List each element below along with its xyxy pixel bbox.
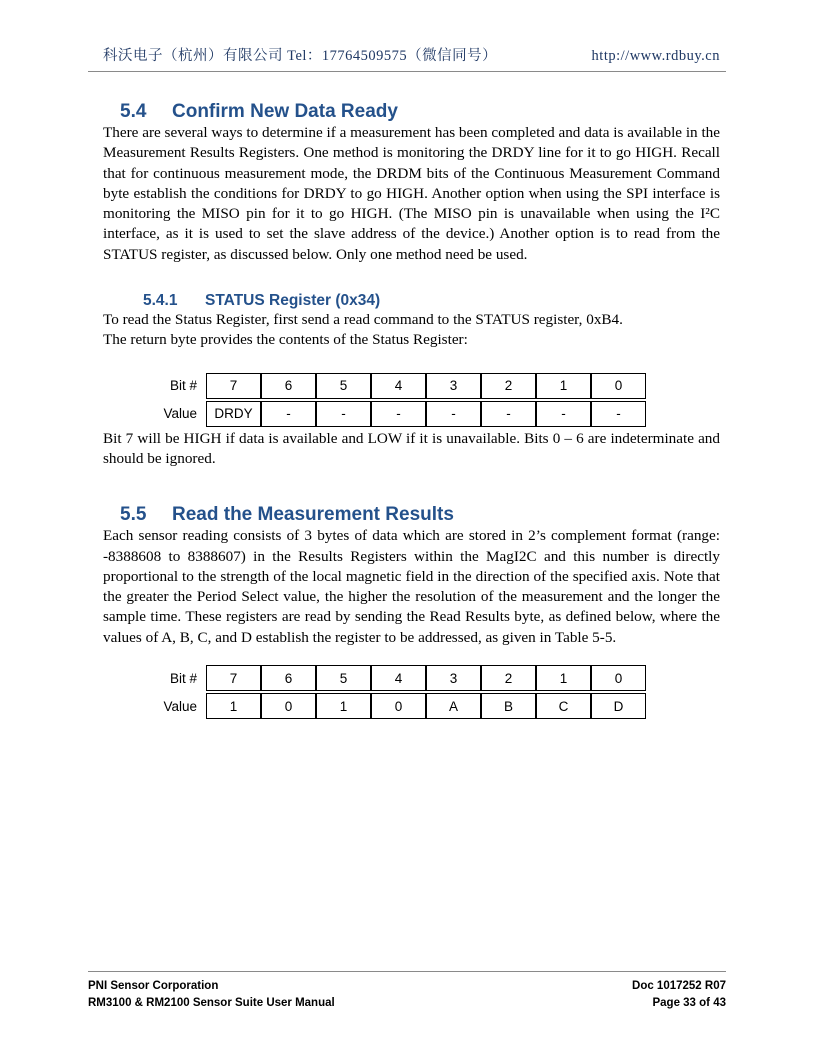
table-cell: 2 bbox=[481, 665, 536, 691]
table-cell: - bbox=[316, 401, 371, 427]
section-5-5-paragraph: Each sensor reading consists of 3 bytes of data which are stored in 2’s complement format (range: -8388608 to 8388607) in the Results Registers within the MagI2C and this number is directly proportional to the strength of the local magnetic field in the direction of the specified axis. Note that the greater the Period Select value, the higher the resolution of the measurement and the longer the sample time. These registers are read by sending the Read Results byte, as defined below, where the values of A, B, C, and D establish the register to be addressed, as given in Table 5-5. bbox=[103, 527, 720, 646]
section-5-4-1-title: STATUS Register (0x34) bbox=[205, 292, 381, 310]
header-company-text: 科沃电子（杭州）有限公司 Tel：17764509575（微信同号） bbox=[103, 48, 498, 64]
page-header bbox=[0, 0, 816, 71]
status-read-command-paragraph: To read the Status Register, first send a read command to the STATUS register, 0xB4. bbox=[103, 311, 623, 329]
table-cell: - bbox=[536, 401, 591, 427]
status-return-byte-paragraph: The return byte provides the contents of the Status Register: bbox=[103, 331, 468, 349]
footer-manual-title: RM3100 & RM2100 Sensor Suite User Manual bbox=[88, 997, 335, 1009]
section-5-4-number: 5.4 bbox=[120, 101, 147, 122]
table-row bbox=[103, 693, 646, 719]
table-cell: 1 bbox=[536, 373, 591, 399]
table-cell: - bbox=[426, 401, 481, 427]
bit-number-row-label: Bit # bbox=[169, 378, 197, 394]
table-cell: 4 bbox=[371, 373, 426, 399]
section-5-4-title: Confirm New Data Ready bbox=[172, 101, 398, 122]
table-cell: 1 bbox=[536, 665, 591, 691]
footer-right bbox=[632, 978, 726, 1012]
page-footer bbox=[88, 971, 726, 1012]
table-cell: 0 bbox=[261, 693, 316, 719]
section-5-4-1-heading bbox=[103, 291, 720, 310]
table-cell: 5 bbox=[316, 373, 371, 399]
table-cell: 4 bbox=[371, 665, 426, 691]
table-cell: - bbox=[371, 401, 426, 427]
footer-company: PNI Sensor Corporation bbox=[88, 980, 219, 992]
table-cell: - bbox=[261, 401, 316, 427]
table-cell: 0 bbox=[371, 693, 426, 719]
table-cell: 0 bbox=[591, 373, 646, 399]
footer-page-number: Page 33 of 43 bbox=[652, 997, 726, 1009]
table-cell: 3 bbox=[426, 373, 481, 399]
status-register-bit-table bbox=[103, 371, 646, 429]
footer-left bbox=[88, 978, 335, 1012]
section-5-4-heading bbox=[103, 100, 720, 123]
section-5-4-paragraph: There are several ways to determine if a measurement has been completed and data is available in the Measurement Results Registers. One method is monitoring the DRDY line for it to go HIGH. Recall that for continuous measurement mode, the DRDM bits of the Continuous Measurement Command byte establish the conditions for DRDY to go HIGH. Another option when using the SPI interface is monitoring the MISO pin for it to go HIGH. (The MISO pin is unavailable when using the I²C interface, as it is used to set the slave address of the device.) Another option is to read from the STATUS register, as discussed below. Only one method need be used. bbox=[103, 124, 720, 263]
table-cell: A bbox=[426, 693, 481, 719]
table-cell: B bbox=[481, 693, 536, 719]
section-5-5-heading bbox=[103, 503, 720, 526]
header-url: http://www.rdbuy.cn bbox=[591, 48, 720, 64]
table-row bbox=[103, 373, 646, 399]
table-cell: 2 bbox=[481, 373, 536, 399]
table-cell: 5 bbox=[316, 665, 371, 691]
footer-doc-number: Doc 1017252 R07 bbox=[632, 980, 726, 992]
table-cell: 6 bbox=[261, 373, 316, 399]
table-cell: - bbox=[591, 401, 646, 427]
table-cell: - bbox=[481, 401, 536, 427]
section-5-5-title: Read the Measurement Results bbox=[172, 504, 454, 526]
table-cell: C bbox=[536, 693, 591, 719]
value-row-label: Value bbox=[163, 406, 197, 422]
table-cell: 1 bbox=[316, 693, 371, 719]
table-cell: 3 bbox=[426, 665, 481, 691]
table-row bbox=[103, 665, 646, 691]
table-cell: D bbox=[591, 693, 646, 719]
table-cell: 7 bbox=[206, 373, 261, 399]
table-cell: 7 bbox=[206, 665, 261, 691]
table-cell: 1 bbox=[206, 693, 261, 719]
read-results-bit-table bbox=[103, 663, 646, 721]
header-divider bbox=[88, 71, 726, 72]
table-cell: DRDY bbox=[206, 401, 261, 427]
table-row bbox=[103, 401, 646, 427]
value-row-label: Value bbox=[163, 698, 197, 714]
section-5-4-1-number: 5.4.1 bbox=[143, 292, 178, 310]
table-cell: 6 bbox=[261, 665, 316, 691]
bit7-note-paragraph: Bit 7 will be HIGH if data is available and LOW if it is unavailable. Bits 0 – 6 are indeterminate and should be ignored. bbox=[103, 429, 720, 467]
section-5-5-number: 5.5 bbox=[120, 504, 147, 526]
page-content bbox=[0, 100, 816, 721]
bit-number-row-label: Bit # bbox=[169, 670, 197, 686]
table-cell: 0 bbox=[591, 665, 646, 691]
